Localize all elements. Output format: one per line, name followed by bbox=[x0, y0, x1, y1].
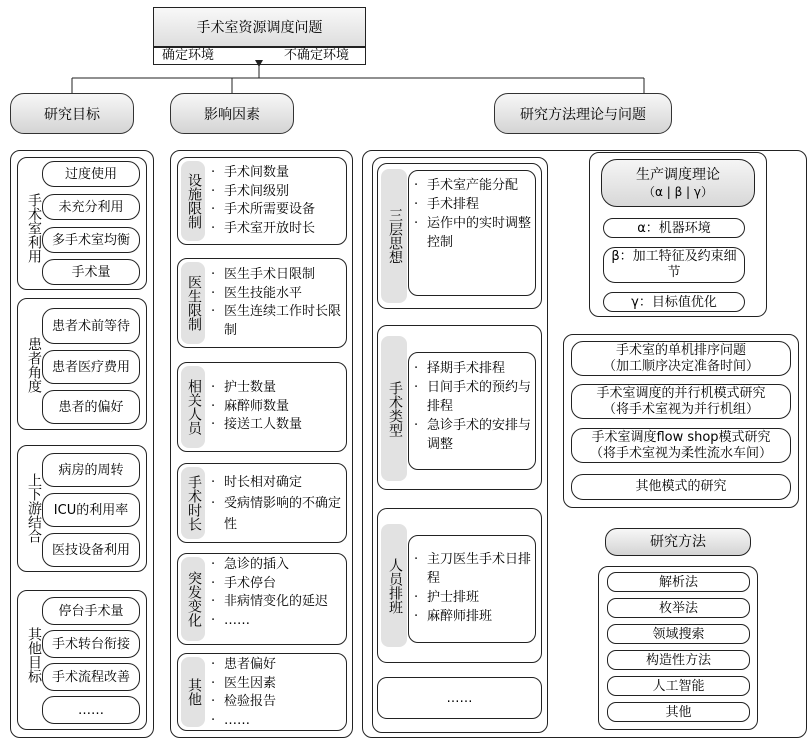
method-ai: 人工智能 bbox=[607, 676, 750, 696]
theory-beta-text: β：加工特征及约束细节 bbox=[611, 249, 737, 280]
theory-title: 生产调度理论 bbox=[636, 166, 720, 183]
method-item: · 护士排班 bbox=[411, 588, 533, 607]
factor-item: · 时长相对确定 bbox=[208, 472, 346, 493]
factor-group-doctor bbox=[177, 258, 347, 348]
factor-group-label-tab bbox=[181, 262, 205, 344]
factor-item: · 非病情变化的延迟 bbox=[208, 593, 346, 612]
factor-group-label-tab bbox=[181, 161, 205, 241]
factor-group-label: 其他 bbox=[186, 678, 202, 706]
method-neighborhood-search: 领域搜索 bbox=[607, 624, 750, 644]
method-item: · 手术室产能分配 bbox=[411, 176, 533, 195]
goal-group-label: 患者角度 bbox=[26, 337, 42, 393]
goal-item: ICU的利用率 bbox=[42, 493, 140, 527]
theory-gamma: γ：目标值优化 bbox=[603, 292, 745, 312]
factor-group-duration bbox=[177, 463, 347, 543]
method-item: · 主刀医生手术日排程 bbox=[411, 550, 533, 588]
problem-title: 手术室调度的并行机模式研究 bbox=[596, 386, 766, 401]
goal-item: 手术量 bbox=[42, 259, 140, 285]
factor-group-label: 突发变化 bbox=[186, 571, 202, 627]
env-uncertain-label: 不确定环境 bbox=[284, 48, 350, 63]
factor-group-label: 设施限制 bbox=[186, 173, 202, 229]
factor-item: · 患者偏好 bbox=[208, 656, 346, 675]
factor-group-label-tab bbox=[181, 467, 205, 539]
method-item: · 手术排程 bbox=[411, 195, 533, 214]
factor-list bbox=[208, 379, 346, 435]
factor-group-label: 医生限制 bbox=[186, 275, 202, 331]
header-influencing-factors-text: 影响因素 bbox=[204, 106, 260, 123]
method-group-surgery-type bbox=[377, 325, 542, 490]
method-item: · 运作中的实时调整控制 bbox=[411, 214, 533, 252]
header-influencing-factors bbox=[170, 93, 294, 134]
factor-item: · 急诊的插入 bbox=[208, 556, 346, 575]
goal-item: 过度使用 bbox=[42, 161, 140, 187]
method-group-label: 三层思想 bbox=[387, 208, 403, 264]
problem-note: （将手术室视为柔性流水车间） bbox=[589, 445, 772, 461]
problem-title: 手术室的单机排序问题 bbox=[615, 343, 746, 358]
goal-item: 多手术室均衡 bbox=[42, 227, 140, 253]
theory-subtitle: （α | β | γ） bbox=[642, 184, 713, 199]
method-more-text: …… bbox=[446, 690, 473, 706]
methods-title: 研究方法 bbox=[650, 533, 706, 550]
header-methods-theory-text: 研究方法理论与问题 bbox=[520, 106, 646, 123]
factor-group-label-tab bbox=[181, 557, 205, 641]
method-group-label: 人员排班 bbox=[387, 557, 403, 614]
goal-item: 手术流程改善 bbox=[42, 663, 140, 691]
method-item-list bbox=[411, 359, 533, 454]
goal-item: 患者医疗费用 bbox=[42, 350, 140, 384]
factor-item: · …… bbox=[208, 712, 346, 731]
factor-group-other bbox=[177, 653, 347, 731]
factor-list bbox=[208, 472, 346, 535]
root-title: 手术室资源调度问题 bbox=[196, 20, 323, 36]
factor-item: · 医生手术日限制 bbox=[208, 266, 346, 285]
theory-title-box bbox=[601, 159, 755, 207]
factor-group-staff bbox=[177, 362, 347, 452]
method-items-box bbox=[408, 170, 536, 296]
goal-item: 医技设备利用 bbox=[42, 533, 140, 567]
theory-alpha: α：机器环境 bbox=[603, 218, 745, 238]
factor-group-facility bbox=[177, 157, 347, 245]
header-research-goals-text: 研究目标 bbox=[44, 106, 100, 123]
problem-note: （加工顺序决定准备时间） bbox=[602, 358, 759, 374]
goal-item: 患者的偏好 bbox=[42, 390, 140, 424]
factor-group-label: 相关人员 bbox=[186, 379, 202, 435]
method-group-staff-scheduling bbox=[377, 508, 542, 663]
method-constructive: 构造性方法 bbox=[607, 650, 750, 670]
method-items-box bbox=[408, 535, 536, 643]
problem-other bbox=[571, 474, 791, 500]
header-methods-theory bbox=[494, 93, 672, 134]
factor-item: · 受病情影响的不确定性 bbox=[208, 493, 346, 535]
method-items-box bbox=[408, 352, 536, 470]
problem-single-machine bbox=[571, 341, 791, 376]
env-certain-label: 确定环境 bbox=[162, 48, 215, 63]
method-group-more bbox=[377, 677, 542, 719]
goal-item: 停台手术量 bbox=[42, 597, 140, 625]
goal-group-label: 手术室利用 bbox=[26, 193, 42, 263]
method-item-list bbox=[411, 550, 533, 626]
method-item: · 日间手术的预约与排程 bbox=[411, 378, 533, 416]
problem-parallel-machine bbox=[571, 384, 791, 419]
method-group-label-tab bbox=[381, 336, 407, 481]
factor-item: · 检验报告 bbox=[208, 693, 346, 712]
factor-item: · 医生连续工作时长限制 bbox=[208, 303, 346, 340]
factor-item: · 医生技能水平 bbox=[208, 285, 346, 304]
goal-group-label: 其他目标 bbox=[26, 627, 42, 683]
problem-title: 其他模式的研究 bbox=[635, 479, 727, 495]
method-group-label-tab bbox=[381, 524, 407, 647]
header-research-goals bbox=[10, 93, 134, 134]
factor-item: · 接送工人数量 bbox=[208, 416, 346, 435]
factor-list bbox=[208, 656, 346, 730]
problem-flow-shop bbox=[571, 428, 791, 463]
factor-list bbox=[208, 556, 346, 630]
goal-item: 手术转台衔接 bbox=[42, 630, 140, 658]
goal-group-label: 上下游结合 bbox=[26, 473, 42, 543]
method-group-label: 手术类型 bbox=[387, 380, 403, 437]
methods-title-box bbox=[605, 528, 751, 556]
problem-title: 手术室调度flow shop模式研究 bbox=[591, 430, 771, 445]
theory-beta bbox=[603, 247, 745, 283]
method-item: · 急诊手术的安排与调整 bbox=[411, 416, 533, 454]
factor-item: · 护士数量 bbox=[208, 379, 346, 398]
factor-item: · …… bbox=[208, 612, 346, 631]
method-other: 其他 bbox=[607, 702, 750, 722]
factor-group-sudden-change bbox=[177, 553, 347, 645]
factor-group-label-tab bbox=[181, 366, 205, 448]
goal-item: …… bbox=[42, 696, 140, 724]
method-group-three-layer bbox=[377, 163, 542, 309]
factor-item: · 手术室开放时长 bbox=[208, 220, 346, 239]
factor-item: · 医生因素 bbox=[208, 675, 346, 694]
factor-item: · 手术间数量 bbox=[208, 164, 346, 183]
method-item: · 择期手术排程 bbox=[411, 359, 533, 378]
method-item: · 麻醉师排班 bbox=[411, 607, 533, 626]
method-item-list bbox=[411, 176, 533, 252]
goal-item: 未充分利用 bbox=[42, 194, 140, 220]
factor-item: · 手术间级别 bbox=[208, 183, 346, 202]
method-analytic: 解析法 bbox=[607, 572, 750, 592]
method-enumeration: 枚举法 bbox=[607, 598, 750, 618]
factor-item: · 手术停台 bbox=[208, 575, 346, 594]
factor-item: · 手术所需要设备 bbox=[208, 201, 346, 220]
factor-list bbox=[208, 266, 346, 340]
goal-item: 病房的周转 bbox=[42, 453, 140, 487]
problem-note: （将手术室视为并行机组） bbox=[602, 401, 759, 417]
factor-list bbox=[208, 164, 346, 238]
factor-item: · 麻醉师数量 bbox=[208, 398, 346, 417]
arrow-down-icon bbox=[255, 60, 263, 67]
method-group-label-tab bbox=[381, 169, 407, 303]
factor-group-label: 手术时长 bbox=[186, 475, 202, 531]
factor-group-label-tab bbox=[181, 657, 205, 727]
goal-item: 患者术前等待 bbox=[42, 308, 140, 344]
